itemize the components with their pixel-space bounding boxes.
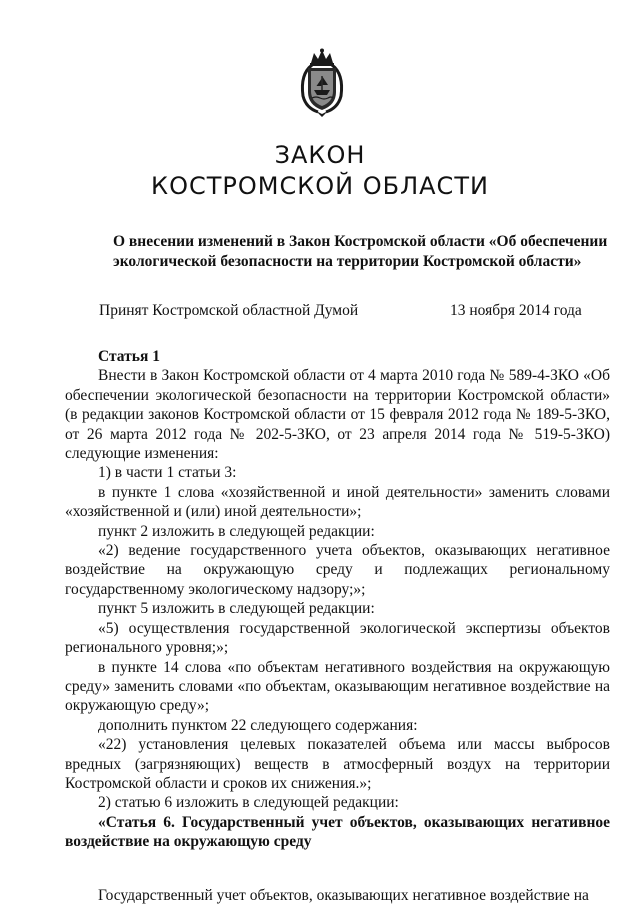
paragraph: в пункте 1 слова «хозяйственной и иной деятельности» заменить словами «хозяйственной и (или) иной деятельности»; <box>65 483 610 521</box>
adopted-date: 13 ноября 2014 года <box>450 302 582 319</box>
law-title: ЗАКОН <box>274 141 366 169</box>
subject-line: экологической безопасности на территории Костромской области» <box>113 253 582 270</box>
paragraph: 1) в части 1 статьи 3: <box>98 464 237 482</box>
coat-of-arms-icon <box>294 48 350 118</box>
paragraph: «2) ведение государственного учета объектов, оказывающих негативное воздействие на окружающую среду и подлежащих региональному государственному экологическому надзору;»; <box>65 542 610 598</box>
article-heading: Статья 1 <box>98 348 160 365</box>
paragraph: пункт 5 изложить в следующей редакции: <box>98 600 375 618</box>
adopted-by: Принят Костромской областной Думой <box>99 302 359 319</box>
subject-line: О внесении изменений в Закон Костромской области «Об обеспечении <box>113 233 608 250</box>
paragraph: «5) осуществления государственной экологической экспертизы объектов регионального уровня;»; <box>65 619 610 657</box>
law-subject <box>113 232 613 272</box>
paragraph: в пункте 14 слова «по объектам негативного воздействия на окружающую среду» заменить словами «по объектам, оказывающим негативное воздействие на окружающую среду»; <box>65 658 610 715</box>
paragraph: дополнить пунктом 22 следующего содержания: <box>98 716 418 734</box>
paragraph: пункт 2 изложить в следующей редакции: <box>98 522 375 540</box>
law-body <box>65 347 610 905</box>
paragraph: 2) статью 6 изложить в следующей редакции: <box>98 794 399 812</box>
paragraph: Государственный учет объектов, оказывающих негативное воздействие на <box>98 886 589 904</box>
law-region: КОСТРОМСКОЙ ОБЛАСТИ <box>151 172 489 200</box>
article-6-heading: «Статья 6. Государственный учет объектов, оказывающих негативное воздействие на окружающую среду <box>65 813 610 851</box>
paragraph: Внести в Закон Костромской области от 4 марта 2010 года № 589-4-ЗКО «Об обеспечении экологической безопасности на территории Костромской области» (в редакции законов Костромской области от 15 февраля 2012 года № 189-5-ЗКО, от 26 марта 2012 года № 202-5-ЗКО, от 23 апреля 2014 года № 519-5-ЗКО) следующие изменения: <box>65 367 610 463</box>
paragraph: «22) установления целевых показателей объема или массы выбросов вредных (загрязняющих) веществ в атмосферный воздух на территории Костромской области и сроков их снижения.»; <box>65 736 610 792</box>
